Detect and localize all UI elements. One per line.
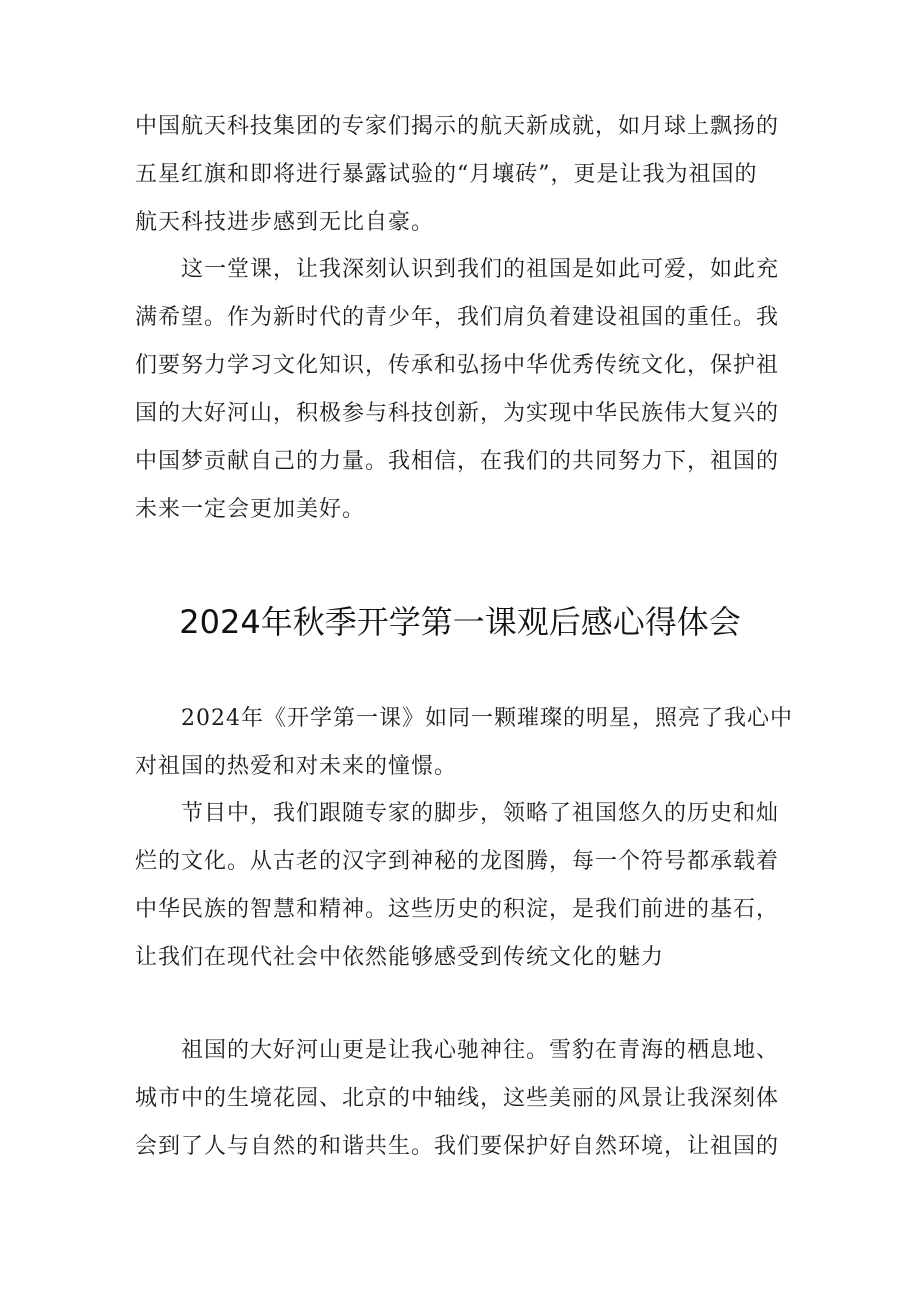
paragraph-line: 让我们在现代社会中依然能够感受到传统文化的魅力 [135,945,665,970]
paragraph-line: 这一堂课，让我深刻认识到我们的祖国是如此可爱，如此充 [181,257,780,282]
paragraph-line: 2024年《开学第一课》如同一颗璀璨的明星，照亮了我心中 [181,706,793,731]
paragraph-line: 们要努力学习文化知识，传承和弘扬中华优秀传统文化，保护祖 [135,353,780,378]
paragraph-line: 中国航天科技集团的专家们揭示的航天新成就，如月球上飘扬的 [135,114,780,139]
paragraph-line: 祖国的大好河山更是让我心驰神往。雪豹在青海的栖息地、 [181,1038,780,1063]
intro-paragraph [135,695,793,791]
paragraph-line: 未来一定会更加美好。 [135,497,366,522]
paragraph-line: 中华民族的智慧和精神。这些历史的积淀，是我们前进的基石， [135,897,780,922]
paragraph-line: 航天科技进步感到无比自豪。 [135,210,435,235]
paragraph-line: 满希望。作为新时代的青少年，我们肩负着建设祖国的重任。我 [135,305,780,330]
article-title: 2024年秋季开学第一课观后感心得体会 [179,603,741,641]
paragraph-line: 烂的文化。从古老的汉字到神秘的龙图腾，每一个符号都承载着 [135,849,780,874]
paragraph-line: 国的大好河山，积极参与科技创新，为实现中华民族伟大复兴的 [135,401,780,426]
paragraph-line: 城市中的生境花园、北京的中轴线，这些美丽的风景让我深刻体 [135,1086,780,1111]
paragraph-line: 会到了人与自然的和谐共生。我们要保护好自然环境，让祖国的 [135,1134,780,1159]
paragraph-line: 节目中，我们跟随专家的脚步，领略了祖国悠久的历史和灿 [181,801,780,826]
nature-paragraph [135,1027,787,1171]
paragraph-line: 中国梦贡献自己的力量。我相信，在我们的共同努力下，祖国的 [135,449,780,474]
history-paragraph [135,790,787,982]
continuation-paragraph [135,103,787,247]
conclusion-paragraph [135,246,787,534]
paragraph-line: 对祖国的热爱和对未来的憧憬。 [135,754,458,779]
paragraph-line: 五星红旗和即将进行暴露试验的“月壤砖”，更是让我为祖国的 [135,162,758,187]
